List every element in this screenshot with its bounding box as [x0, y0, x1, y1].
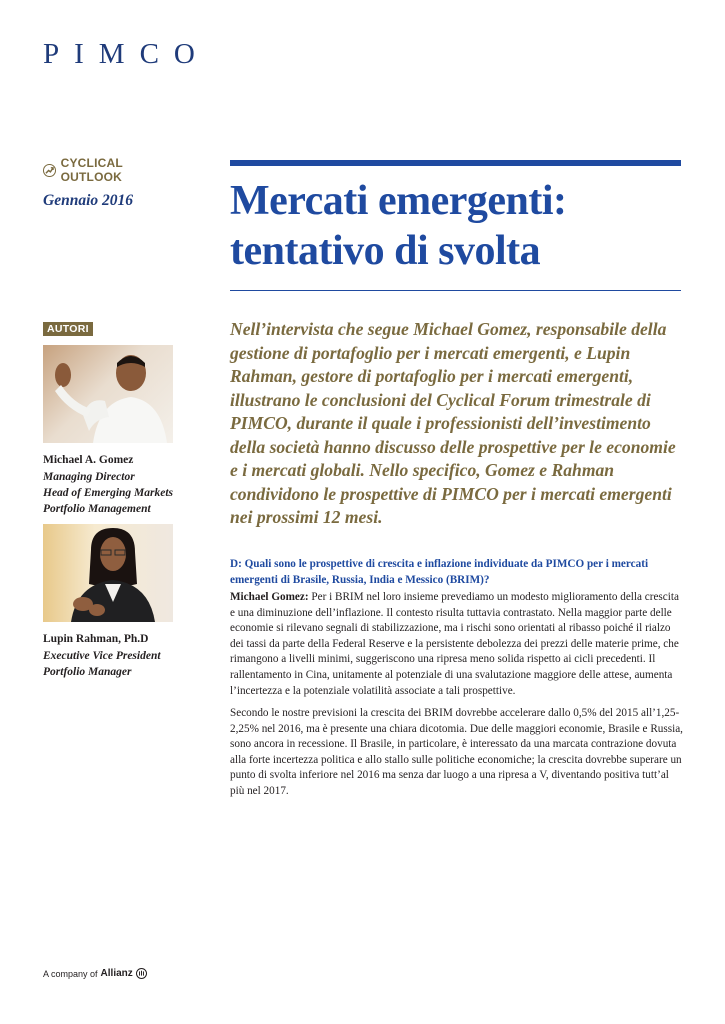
author-role-1: [43, 469, 173, 517]
series-label: [43, 156, 183, 184]
author-name-2: Lupin Rahman, Ph.D: [43, 633, 149, 645]
speaker-name: Michael Gomez:: [230, 591, 309, 603]
chart-up-icon: [43, 164, 56, 177]
author-photo-gomez: [43, 345, 173, 443]
title-line-1: Mercati emergenti:: [230, 178, 567, 224]
publication-date: Gennaio 2016: [43, 192, 133, 209]
author-role-line: Portfolio Manager: [43, 666, 132, 678]
author-photo-rahman: [43, 524, 173, 622]
footer-prefix: A company of: [43, 968, 98, 979]
author-role-line: Executive Vice President: [43, 650, 161, 662]
answer-paragraph-2: Secondo le nostre previsioni la crescita dei BRIM dovrebbe accelerare dallo 0,5% del 2015 all’1,25-2,25% nel 2016, ma è presente una chiara dicotomia. Due delle maggiori economie, Brasile e Russia, sono ancora in recessione. Il Brasile, in particolare, è interessato da una marcata contrazione dovuta alla forte incertezza politica e allo stallo sulle politiche economiche; la crescita dovrebbe superare un punto di svolta inferiore nel 2016 ma senza dar luogo a una ripresa a V, diventando positiva tutt’al più nel 2017.: [230, 707, 683, 797]
footer: [43, 968, 147, 979]
author-role-2: [43, 648, 161, 680]
author-role-line: Head of Emerging Markets: [43, 487, 174, 499]
title-bottom-rule: [230, 290, 681, 291]
answer-paragraph-1: [230, 590, 685, 699]
intro-paragraph: Nell’intervista che segue Michael Gomez, responsabile della gestione di portafoglio per i mercati emergenti, e Lupin Rahman, gestore di portafoglio per i mercati emergenti, illustrano le conclusioni del Cyclical Forum trimestrale di PIMCO, durante il quale i professionisti dell’investimento della società hanno discusso delle prospettive per le economie e i mercati globali. Nello specifico, Gomez e Rahman condividono le prospettive di PIMCO per i mercati emergenti nei prossimi 12 mesi.: [230, 319, 676, 527]
series-text: CYCLICAL OUTLOOK: [60, 156, 123, 184]
interview-question: D: Quali sono le prospettive di crescita e inflazione individuate da PIMCO per i mercati emergenti di Brasile, Russia, India e Messico (BRIM)?: [230, 558, 649, 586]
pimco-logo: PIMCO: [43, 38, 210, 70]
author-name-1: Michael A. Gomez: [43, 454, 134, 466]
title-line-2: tentativo di svolta: [230, 228, 541, 274]
answer-text: Per i BRIM nel loro insieme prevediamo un modesto miglioramento della crescita e una diminuzione dell’inflazione. Il contesto risulta tuttavia contrastato. Nella maggior parte delle economie si rilevano segnali di stabilizzazione, ma i rischi sono orientati al ribasso poiché il rialzo dei tassi da parte della Federal Reserve e la persistente debolezza dei prezzi delle materie prime, che rimangono a livelli minimi, suggeriscono una ripresa meno solida rispetto ai cicli precedenti. Il rallentamento in Cina, unitamente al potenziale di una svalutazione maggiore delle attese, aumenta l’incertezza e la potenziale volatilità associate a tali prospettive.: [230, 591, 679, 697]
author-role-line: Managing Director: [43, 471, 135, 483]
footer-brand: Allianz: [100, 968, 133, 979]
authors-tag: AUTORI: [43, 322, 93, 336]
left-column: [43, 156, 183, 210]
page-title: [230, 176, 690, 276]
allianz-eagle-icon: [136, 968, 147, 979]
title-top-rule: [230, 160, 681, 166]
author-role-line: Portfolio Management: [43, 503, 151, 515]
